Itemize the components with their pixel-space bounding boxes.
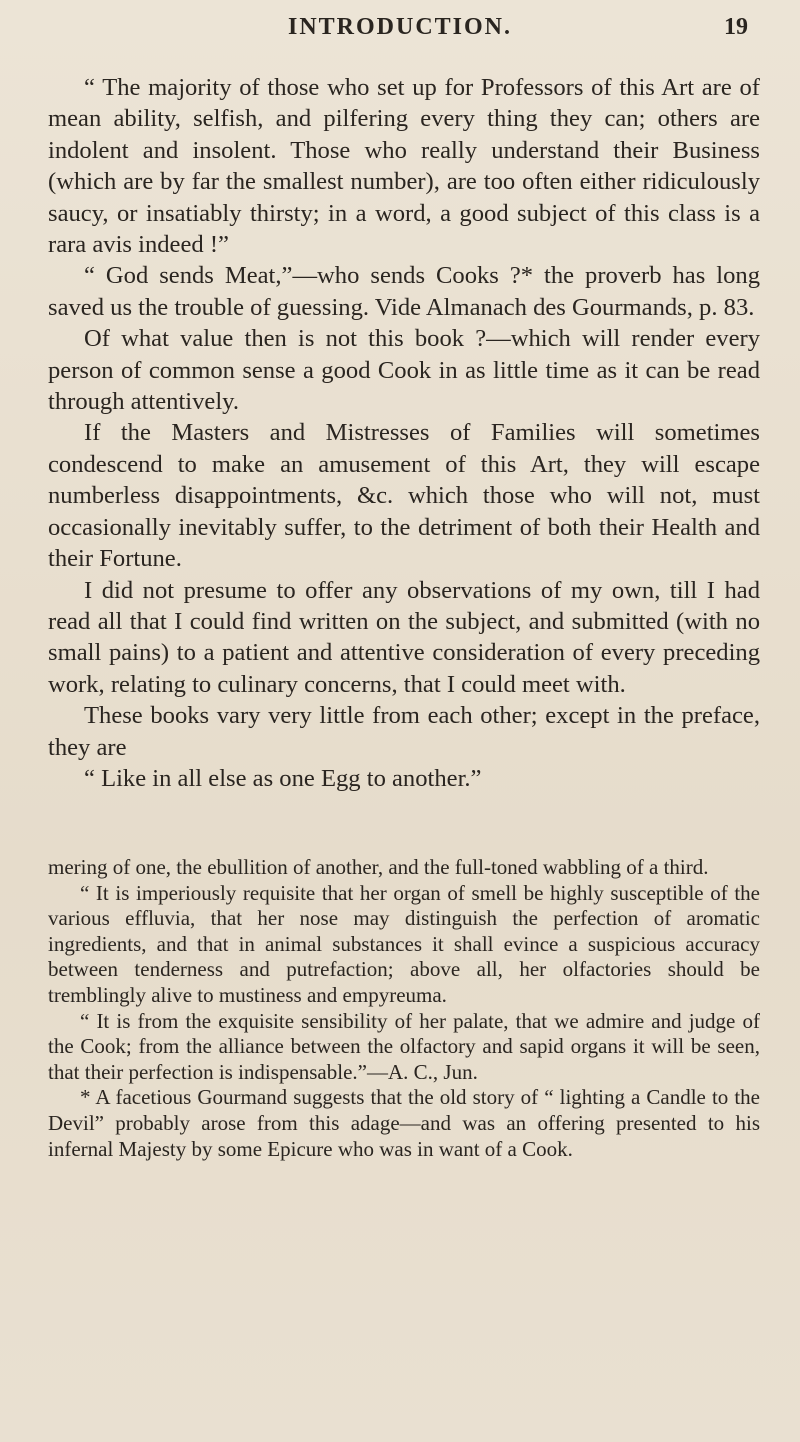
main-text bbox=[48, 72, 760, 794]
paragraph-6: These books vary very little from each other; except in the preface, they are bbox=[48, 702, 760, 761]
running-head bbox=[0, 14, 800, 54]
paragraph-3: Of what value then is not this book ?—which will render every person of common sense a good Cook in as little time as it can be read through attentively. bbox=[48, 325, 760, 416]
paragraph-2: “ God sends Meat,”—who sends Cooks ?* the proverb has long saved us the trouble of guessing. Vide Almanach des Gourmands, p. 83. bbox=[48, 262, 760, 321]
lower-paragraph-2: “ It is imperiously requisite that her organ of smell be highly susceptible of the various effluvia, that her nose may distinguish the perfection of aromatic ingredients, and that in animal substances it shall evince a suspicious accuracy between tenderness and putrefaction; above all, her olfactories should be tremblingly alive to mustiness and empyreuma. bbox=[48, 880, 760, 1007]
lower-paragraph-3: “ It is from the exquisite sensibility of her palate, that we admire and judge of the Cook; from the alliance between the olfactory and sapid organs it will be seen, that their perfection is indispensable.”—A. C., Jun. bbox=[48, 1008, 760, 1084]
quotation: “ Like in all else as one Egg to another.” bbox=[84, 764, 482, 792]
page-number: 19 bbox=[724, 14, 748, 40]
paragraph-5: I did not presume to offer any observations of my own, till I had read all that I could find written on the subject, and submitted (with no small pains) to a patient and attentive consideration of every preceding work, relating to culinary concerns, that I could meet with. bbox=[48, 576, 760, 698]
lower-text bbox=[48, 855, 760, 1162]
page-title: INTRODUCTION. bbox=[287, 14, 513, 40]
paragraph-4: If the Masters and Mistresses of Families will sometimes condescend to make an amusement of this Art, they will escape numberless disappointments, &c. which those who will not, must occasionally inevitably suffer, to the detriment of both their Health and their Fortune. bbox=[48, 419, 760, 573]
lower-paragraph-1: mering of one, the ebullition of another, and the full-toned wabbling of a third. bbox=[48, 855, 709, 879]
paragraph-1: “ The majority of those who set up for Professors of this Art are of mean ability, selfish, and pilfering every thing they can; others are indolent and insolent. Those who really understand their Business (which are by far the smallest number), are too often either ridiculously saucy, or insatiably thirsty; in a word, a good subject of this class is a rara avis indeed !” bbox=[48, 74, 760, 259]
footnote: * A facetious Gourmand suggests that the old story of “ lighting a Candle to the Devil” probably arose from this adage—and was an offering presented to his infernal Majesty by some Epicure who was in want of a Cook. bbox=[48, 1085, 760, 1161]
